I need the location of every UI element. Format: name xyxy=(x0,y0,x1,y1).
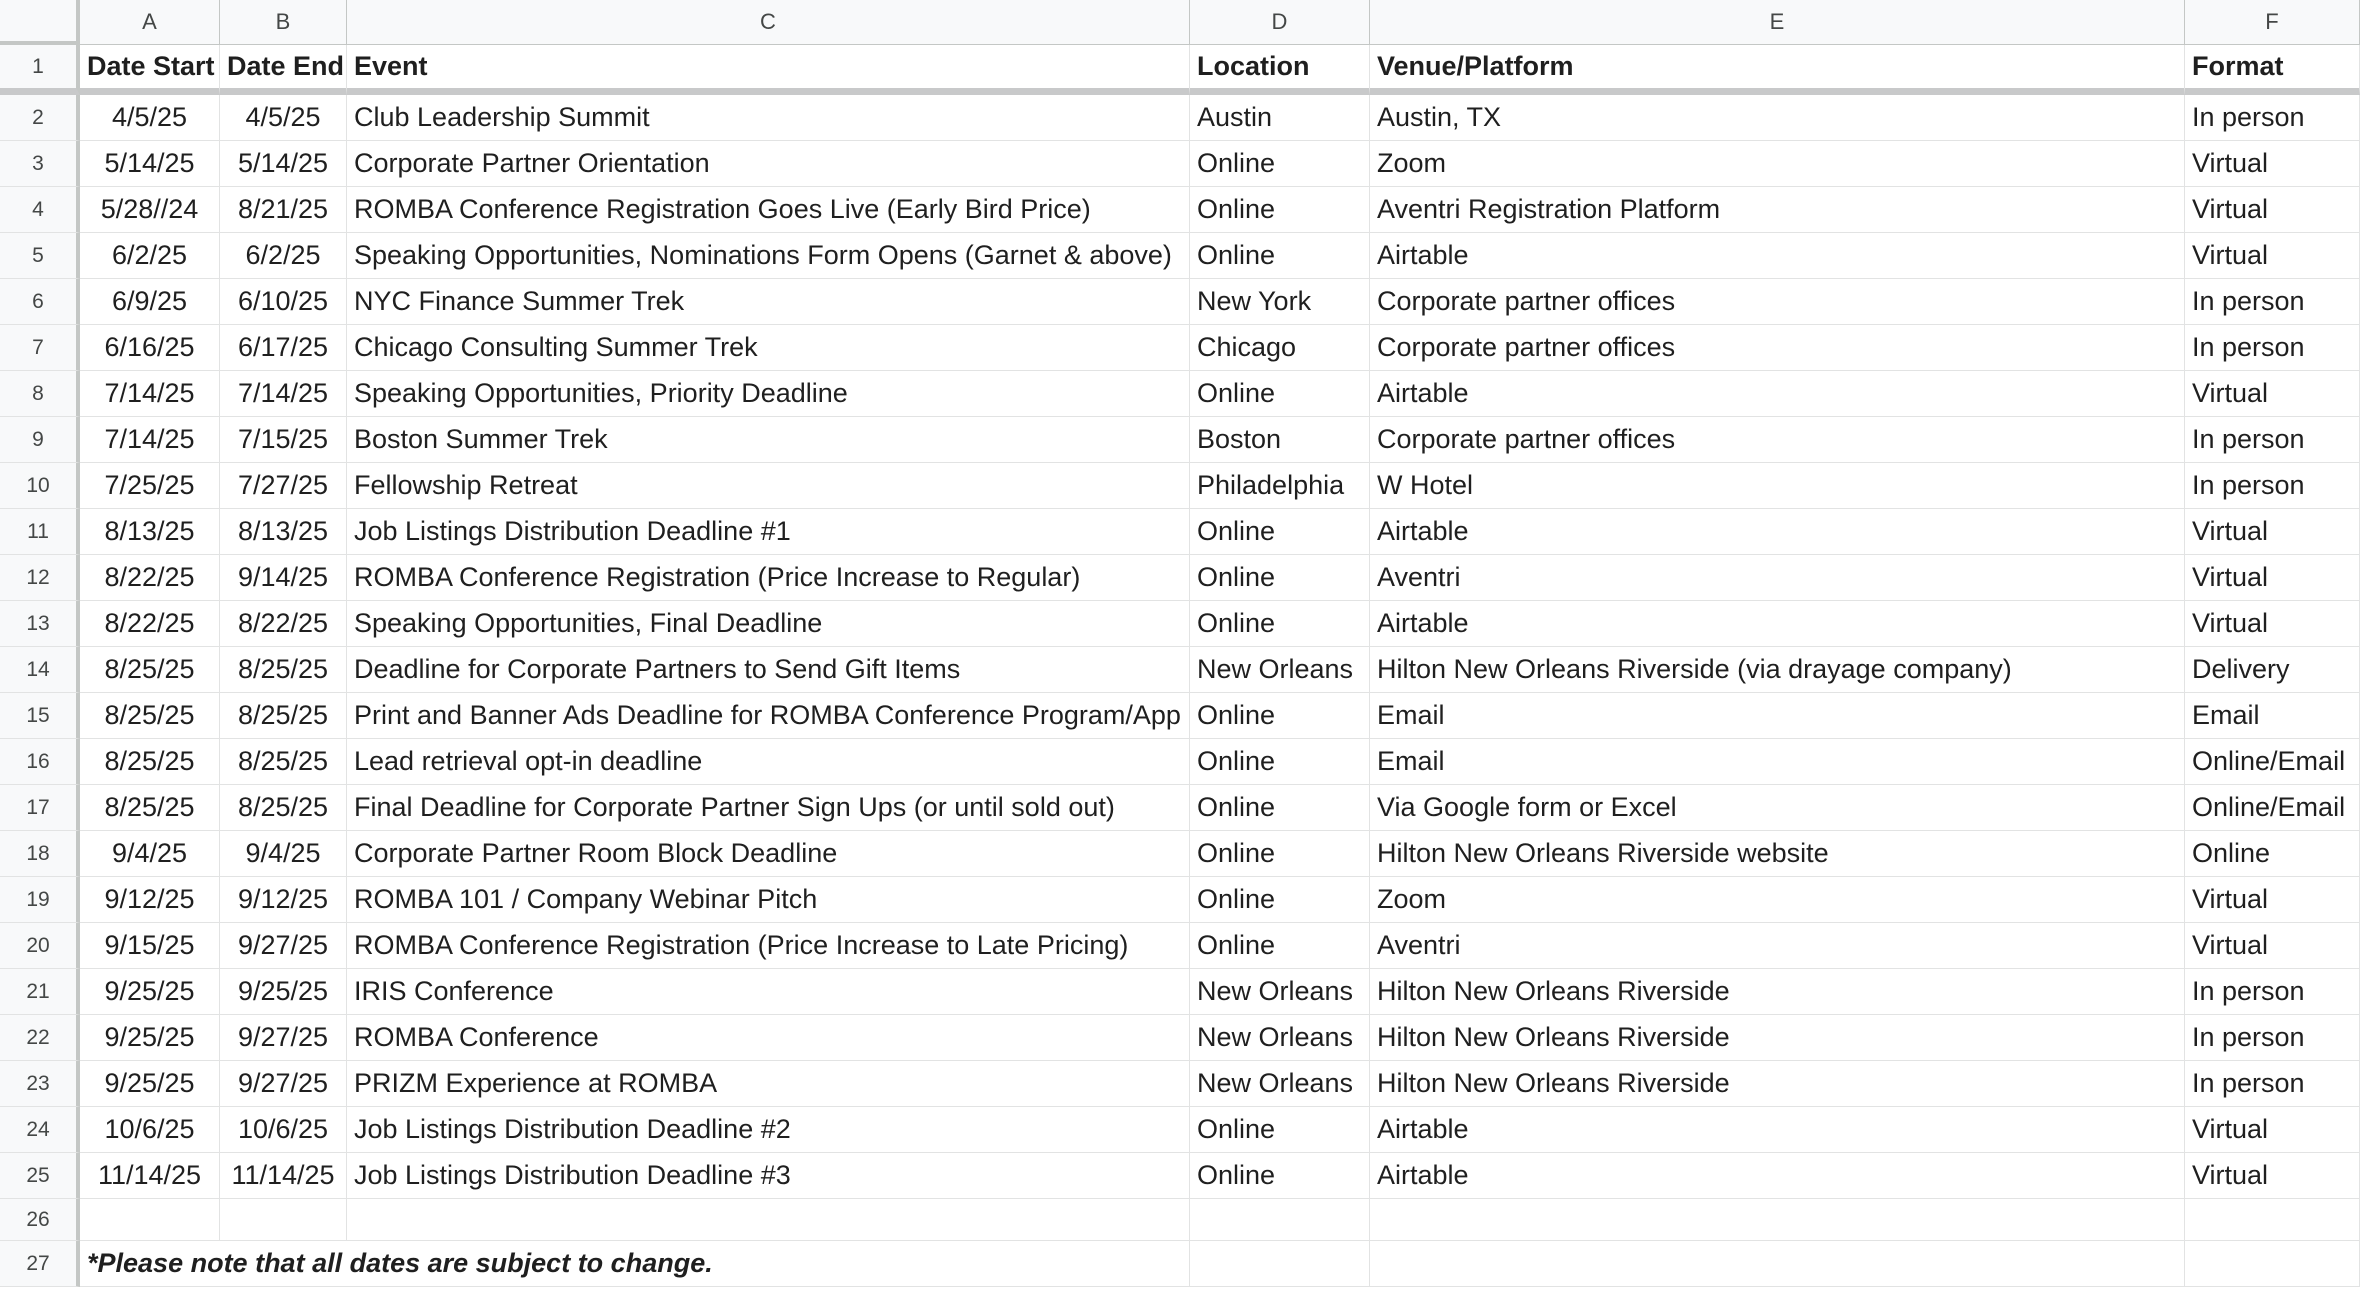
column-header-a[interactable]: A xyxy=(80,0,220,45)
row-header[interactable]: 13 xyxy=(0,601,80,647)
event-cell[interactable]: ROMBA Conference Registration (Price Increase to Late Pricing) xyxy=(347,923,1190,969)
date-start-cell[interactable]: 7/25/25 xyxy=(80,463,220,509)
event-cell[interactable]: Job Listings Distribution Deadline #2 xyxy=(347,1107,1190,1153)
format-cell[interactable]: In person xyxy=(2185,969,2360,1015)
header-event[interactable]: Event xyxy=(347,45,1190,95)
date-end-cell[interactable]: 5/14/25 xyxy=(220,141,347,187)
event-cell[interactable]: ROMBA Conference xyxy=(347,1015,1190,1061)
format-cell[interactable]: Virtual xyxy=(2185,923,2360,969)
date-start-cell[interactable]: 7/14/25 xyxy=(80,417,220,463)
format-cell[interactable]: In person xyxy=(2185,417,2360,463)
venue-cell[interactable]: Zoom xyxy=(1370,877,2185,923)
date-end-cell[interactable]: 11/14/25 xyxy=(220,1153,347,1199)
date-end-cell[interactable]: 9/27/25 xyxy=(220,1015,347,1061)
column-header-c[interactable]: C xyxy=(347,0,1190,45)
row-header[interactable]: 19 xyxy=(0,877,80,923)
date-end-cell[interactable]: 7/27/25 xyxy=(220,463,347,509)
event-cell[interactable]: IRIS Conference xyxy=(347,969,1190,1015)
date-start-cell[interactable]: 9/4/25 xyxy=(80,831,220,877)
row-header[interactable]: 22 xyxy=(0,1015,80,1061)
date-start-cell[interactable]: 8/25/25 xyxy=(80,785,220,831)
date-start-cell[interactable]: 9/12/25 xyxy=(80,877,220,923)
row-header[interactable]: 3 xyxy=(0,141,80,187)
venue-cell[interactable]: Aventri xyxy=(1370,555,2185,601)
venue-cell[interactable]: Via Google form or Excel xyxy=(1370,785,2185,831)
location-cell[interactable]: Online xyxy=(1190,1153,1370,1199)
header-venue[interactable]: Venue/Platform xyxy=(1370,45,2185,95)
date-end-cell[interactable]: 8/25/25 xyxy=(220,785,347,831)
format-cell[interactable]: Virtual xyxy=(2185,509,2360,555)
date-start-cell[interactable]: 6/16/25 xyxy=(80,325,220,371)
format-cell[interactable]: In person xyxy=(2185,1061,2360,1107)
venue-cell[interactable]: Hilton New Orleans Riverside website xyxy=(1370,831,2185,877)
column-header-d[interactable]: D xyxy=(1190,0,1370,45)
format-cell[interactable]: In person xyxy=(2185,279,2360,325)
location-cell[interactable]: New Orleans xyxy=(1190,647,1370,693)
row-header[interactable]: 11 xyxy=(0,509,80,555)
location-cell[interactable]: Online xyxy=(1190,923,1370,969)
event-cell[interactable]: ROMBA 101 / Company Webinar Pitch xyxy=(347,877,1190,923)
date-end-cell[interactable]: 6/17/25 xyxy=(220,325,347,371)
venue-cell[interactable]: Airtable xyxy=(1370,601,2185,647)
date-start-cell[interactable]: 8/22/25 xyxy=(80,555,220,601)
venue-cell[interactable]: Corporate partner offices xyxy=(1370,279,2185,325)
row-header[interactable]: 2 xyxy=(0,95,80,141)
format-cell[interactable]: In person xyxy=(2185,95,2360,141)
location-cell[interactable]: Online xyxy=(1190,141,1370,187)
column-header-f[interactable]: F xyxy=(2185,0,2360,45)
date-end-cell[interactable]: 9/27/25 xyxy=(220,923,347,969)
date-end-cell[interactable]: 8/25/25 xyxy=(220,693,347,739)
format-cell[interactable]: Virtual xyxy=(2185,601,2360,647)
empty-cell[interactable] xyxy=(2185,1241,2360,1287)
format-cell[interactable]: Email xyxy=(2185,693,2360,739)
header-date-start[interactable]: Date Start xyxy=(80,45,220,95)
event-cell[interactable]: Final Deadline for Corporate Partner Sign Ups (or until sold out) xyxy=(347,785,1190,831)
date-start-cell[interactable]: 6/9/25 xyxy=(80,279,220,325)
venue-cell[interactable]: Airtable xyxy=(1370,233,2185,279)
venue-cell[interactable]: Hilton New Orleans Riverside xyxy=(1370,1015,2185,1061)
date-end-cell[interactable]: 9/4/25 xyxy=(220,831,347,877)
row-header[interactable]: 9 xyxy=(0,417,80,463)
date-start-cell[interactable]: 10/6/25 xyxy=(80,1107,220,1153)
venue-cell[interactable]: Hilton New Orleans Riverside xyxy=(1370,969,2185,1015)
date-end-cell[interactable]: 10/6/25 xyxy=(220,1107,347,1153)
date-end-cell[interactable]: 9/27/25 xyxy=(220,1061,347,1107)
location-cell[interactable]: Online xyxy=(1190,877,1370,923)
row-header[interactable]: 18 xyxy=(0,831,80,877)
date-end-cell[interactable]: 6/2/25 xyxy=(220,233,347,279)
row-header[interactable]: 10 xyxy=(0,463,80,509)
date-end-cell[interactable]: 8/22/25 xyxy=(220,601,347,647)
event-cell[interactable]: Speaking Opportunities, Priority Deadline xyxy=(347,371,1190,417)
empty-cell[interactable] xyxy=(1190,1241,1370,1287)
location-cell[interactable]: Chicago xyxy=(1190,325,1370,371)
venue-cell[interactable]: W Hotel xyxy=(1370,463,2185,509)
row-header-27[interactable]: 27 xyxy=(0,1241,80,1287)
location-cell[interactable]: New York xyxy=(1190,279,1370,325)
location-cell[interactable]: Online xyxy=(1190,785,1370,831)
date-start-cell[interactable]: 8/25/25 xyxy=(80,647,220,693)
row-header[interactable]: 15 xyxy=(0,693,80,739)
row-header[interactable]: 7 xyxy=(0,325,80,371)
date-end-cell[interactable]: 6/10/25 xyxy=(220,279,347,325)
date-end-cell[interactable]: 8/21/25 xyxy=(220,187,347,233)
row-header[interactable]: 21 xyxy=(0,969,80,1015)
empty-cell[interactable] xyxy=(1370,1199,2185,1241)
format-cell[interactable]: Virtual xyxy=(2185,141,2360,187)
event-cell[interactable]: Corporate Partner Orientation xyxy=(347,141,1190,187)
event-cell[interactable]: Boston Summer Trek xyxy=(347,417,1190,463)
format-cell[interactable]: In person xyxy=(2185,463,2360,509)
event-cell[interactable]: Print and Banner Ads Deadline for ROMBA Conference Program/App xyxy=(347,693,1190,739)
format-cell[interactable]: In person xyxy=(2185,1015,2360,1061)
row-header[interactable]: 17 xyxy=(0,785,80,831)
location-cell[interactable]: Online xyxy=(1190,187,1370,233)
date-start-cell[interactable]: 5/14/25 xyxy=(80,141,220,187)
date-end-cell[interactable]: 9/12/25 xyxy=(220,877,347,923)
location-cell[interactable]: Online xyxy=(1190,371,1370,417)
date-start-cell[interactable]: 8/25/25 xyxy=(80,739,220,785)
empty-cell[interactable] xyxy=(1370,1241,2185,1287)
date-start-cell[interactable]: 9/25/25 xyxy=(80,1015,220,1061)
location-cell[interactable]: Online xyxy=(1190,831,1370,877)
location-cell[interactable]: Online xyxy=(1190,555,1370,601)
event-cell[interactable]: Chicago Consulting Summer Trek xyxy=(347,325,1190,371)
format-cell[interactable]: In person xyxy=(2185,325,2360,371)
event-cell[interactable]: Club Leadership Summit xyxy=(347,95,1190,141)
date-start-cell[interactable]: 7/14/25 xyxy=(80,371,220,417)
venue-cell[interactable]: Airtable xyxy=(1370,371,2185,417)
location-cell[interactable]: Online xyxy=(1190,739,1370,785)
location-cell[interactable]: New Orleans xyxy=(1190,969,1370,1015)
venue-cell[interactable]: Aventri xyxy=(1370,923,2185,969)
venue-cell[interactable]: Airtable xyxy=(1370,1153,2185,1199)
row-header-1[interactable]: 1 xyxy=(0,45,80,95)
row-header[interactable]: 6 xyxy=(0,279,80,325)
row-header[interactable]: 24 xyxy=(0,1107,80,1153)
note-cell[interactable]: *Please note that all dates are subject to change. xyxy=(80,1241,220,1287)
date-start-cell[interactable]: 8/22/25 xyxy=(80,601,220,647)
event-cell[interactable]: Deadline for Corporate Partners to Send Gift Items xyxy=(347,647,1190,693)
date-end-cell[interactable]: 8/13/25 xyxy=(220,509,347,555)
date-start-cell[interactable]: 11/14/25 xyxy=(80,1153,220,1199)
venue-cell[interactable]: Email xyxy=(1370,739,2185,785)
venue-cell[interactable]: Corporate partner offices xyxy=(1370,325,2185,371)
date-start-cell[interactable]: 4/5/25 xyxy=(80,95,220,141)
row-header[interactable]: 14 xyxy=(0,647,80,693)
venue-cell[interactable]: Hilton New Orleans Riverside xyxy=(1370,1061,2185,1107)
location-cell[interactable]: New Orleans xyxy=(1190,1061,1370,1107)
date-end-cell[interactable]: 7/14/25 xyxy=(220,371,347,417)
select-all-corner[interactable] xyxy=(0,0,80,45)
date-end-cell[interactable]: 8/25/25 xyxy=(220,647,347,693)
header-format[interactable]: Format xyxy=(2185,45,2360,95)
event-cell[interactable]: NYC Finance Summer Trek xyxy=(347,279,1190,325)
format-cell[interactable]: Virtual xyxy=(2185,555,2360,601)
location-cell[interactable]: Online xyxy=(1190,601,1370,647)
header-location[interactable]: Location xyxy=(1190,45,1370,95)
date-start-cell[interactable]: 8/25/25 xyxy=(80,693,220,739)
location-cell[interactable]: Philadelphia xyxy=(1190,463,1370,509)
event-cell[interactable]: Speaking Opportunities, Final Deadline xyxy=(347,601,1190,647)
row-header[interactable]: 12 xyxy=(0,555,80,601)
venue-cell[interactable]: Austin, TX xyxy=(1370,95,2185,141)
event-cell[interactable]: Job Listings Distribution Deadline #1 xyxy=(347,509,1190,555)
date-end-cell[interactable]: 8/25/25 xyxy=(220,739,347,785)
row-header[interactable]: 16 xyxy=(0,739,80,785)
location-cell[interactable]: Austin xyxy=(1190,95,1370,141)
venue-cell[interactable]: Zoom xyxy=(1370,141,2185,187)
column-header-e[interactable]: E xyxy=(1370,0,2185,45)
event-cell[interactable]: Lead retrieval opt-in deadline xyxy=(347,739,1190,785)
date-start-cell[interactable]: 9/15/25 xyxy=(80,923,220,969)
date-end-cell[interactable]: 9/14/25 xyxy=(220,555,347,601)
event-cell[interactable]: ROMBA Conference Registration Goes Live (Early Bird Price) xyxy=(347,187,1190,233)
date-start-cell[interactable]: 9/25/25 xyxy=(80,969,220,1015)
venue-cell[interactable]: Email xyxy=(1370,693,2185,739)
format-cell[interactable]: Online/Email xyxy=(2185,785,2360,831)
date-start-cell[interactable]: 5/28//24 xyxy=(80,187,220,233)
format-cell[interactable]: Online xyxy=(2185,831,2360,877)
venue-cell[interactable]: Corporate partner offices xyxy=(1370,417,2185,463)
format-cell[interactable]: Virtual xyxy=(2185,233,2360,279)
empty-cell[interactable] xyxy=(80,1199,220,1241)
format-cell[interactable]: Online/Email xyxy=(2185,739,2360,785)
date-start-cell[interactable]: 6/2/25 xyxy=(80,233,220,279)
event-cell[interactable]: Speaking Opportunities, Nominations Form Opens (Garnet & above) xyxy=(347,233,1190,279)
row-header[interactable]: 4 xyxy=(0,187,80,233)
format-cell[interactable]: Delivery xyxy=(2185,647,2360,693)
event-cell[interactable]: ROMBA Conference Registration (Price Increase to Regular) xyxy=(347,555,1190,601)
location-cell[interactable]: New Orleans xyxy=(1190,1015,1370,1061)
date-end-cell[interactable]: 4/5/25 xyxy=(220,95,347,141)
format-cell[interactable]: Virtual xyxy=(2185,877,2360,923)
format-cell[interactable]: Virtual xyxy=(2185,371,2360,417)
date-start-cell[interactable]: 8/13/25 xyxy=(80,509,220,555)
venue-cell[interactable]: Hilton New Orleans Riverside (via drayage company) xyxy=(1370,647,2185,693)
empty-cell[interactable] xyxy=(220,1199,347,1241)
event-cell[interactable]: Corporate Partner Room Block Deadline xyxy=(347,831,1190,877)
row-header-26[interactable]: 26 xyxy=(0,1199,80,1241)
row-header[interactable]: 23 xyxy=(0,1061,80,1107)
row-header[interactable]: 8 xyxy=(0,371,80,417)
row-header[interactable]: 20 xyxy=(0,923,80,969)
empty-cell[interactable] xyxy=(2185,1199,2360,1241)
format-cell[interactable]: Virtual xyxy=(2185,187,2360,233)
empty-cell[interactable] xyxy=(1190,1199,1370,1241)
empty-cell[interactable] xyxy=(347,1199,1190,1241)
location-cell[interactable]: Online xyxy=(1190,693,1370,739)
date-end-cell[interactable]: 9/25/25 xyxy=(220,969,347,1015)
format-cell[interactable]: Virtual xyxy=(2185,1153,2360,1199)
format-cell[interactable]: Virtual xyxy=(2185,1107,2360,1153)
location-cell[interactable]: Boston xyxy=(1190,417,1370,463)
venue-cell[interactable]: Airtable xyxy=(1370,509,2185,555)
date-start-cell[interactable]: 9/25/25 xyxy=(80,1061,220,1107)
location-cell[interactable]: Online xyxy=(1190,1107,1370,1153)
column-header-b[interactable]: B xyxy=(220,0,347,45)
venue-cell[interactable]: Aventri Registration Platform xyxy=(1370,187,2185,233)
event-cell[interactable]: Job Listings Distribution Deadline #3 xyxy=(347,1153,1190,1199)
header-date-end[interactable]: Date End xyxy=(220,45,347,95)
event-cell[interactable]: Fellowship Retreat xyxy=(347,463,1190,509)
row-header[interactable]: 5 xyxy=(0,233,80,279)
venue-cell[interactable]: Airtable xyxy=(1370,1107,2185,1153)
row-header[interactable]: 25 xyxy=(0,1153,80,1199)
date-end-cell[interactable]: 7/15/25 xyxy=(220,417,347,463)
location-cell[interactable]: Online xyxy=(1190,233,1370,279)
location-cell[interactable]: Online xyxy=(1190,509,1370,555)
event-cell[interactable]: PRIZM Experience at ROMBA xyxy=(347,1061,1190,1107)
